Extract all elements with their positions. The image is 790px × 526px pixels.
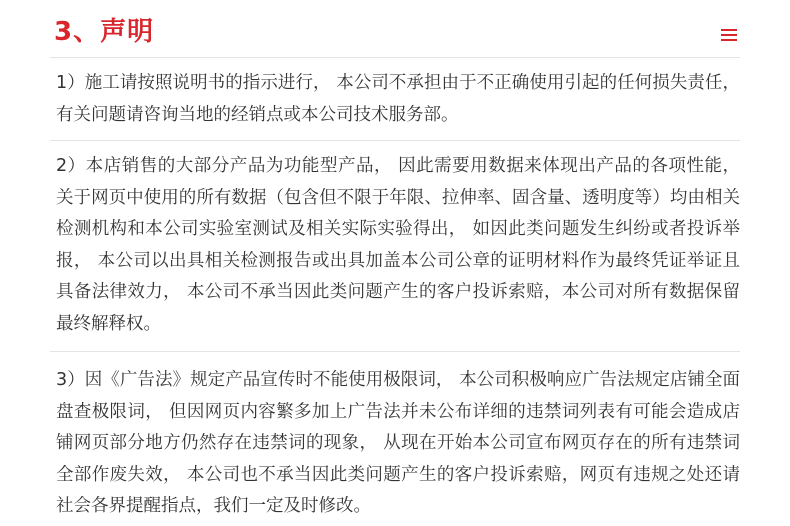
- divider: [50, 57, 740, 58]
- statement-paragraph-1: 1）施工请按照说明书的指示进行， 本公司不承担由于不正确使用引起的任何损失责任，有关问题请咨询当地的经销点或本公司技术服务部。: [56, 73, 740, 125]
- menu-icon-bar: [721, 39, 737, 41]
- divider: [50, 140, 740, 141]
- statement-paragraph-2: 2）本店销售的大部分产品为功能型产品， 因此需要用数据来体现出产品的各项性能， 关于网页中使用的所有数据（包含但不限于年限、拉伸率、固含量、透明度等）均由相关检测机构和本公司实验室测试及相关实际实验得出， 如因此类问题发生纠纷或者投诉举报， 本公司以出具相关检测报告或出具加盖本公司公章的证明材料作为最终凭证举证且具备法律效力， 本公司不承当因此类问题产生的客户投诉索赔，本公司对所有数据保留最终解释权。: [56, 156, 740, 334]
- menu-icon-bar: [721, 29, 737, 31]
- divider: [50, 351, 740, 352]
- menu-icon-bar: [721, 34, 737, 36]
- page-title: 3、声明: [54, 17, 155, 47]
- statement-paragraph-3: 3）因《广告法》规定产品宣传时不能使用极限词， 本公司积极响应广告法规定店铺全面盘查极限词， 但因网页内容繁多加上广告法并未公布详细的违禁词列表有可能会造成店铺网页部分地方仍然存在违禁词的现象， 从现在开始本公司宣布网页存在的所有违禁词全部作废失效， 本公司也不承当因此类问题产生的客户投诉索赔，网页有违规之处还请社会各界提醒指点，我们一定及时修改。: [56, 370, 740, 517]
- menu-icon[interactable]: [721, 29, 737, 41]
- header: [0, 0, 790, 64]
